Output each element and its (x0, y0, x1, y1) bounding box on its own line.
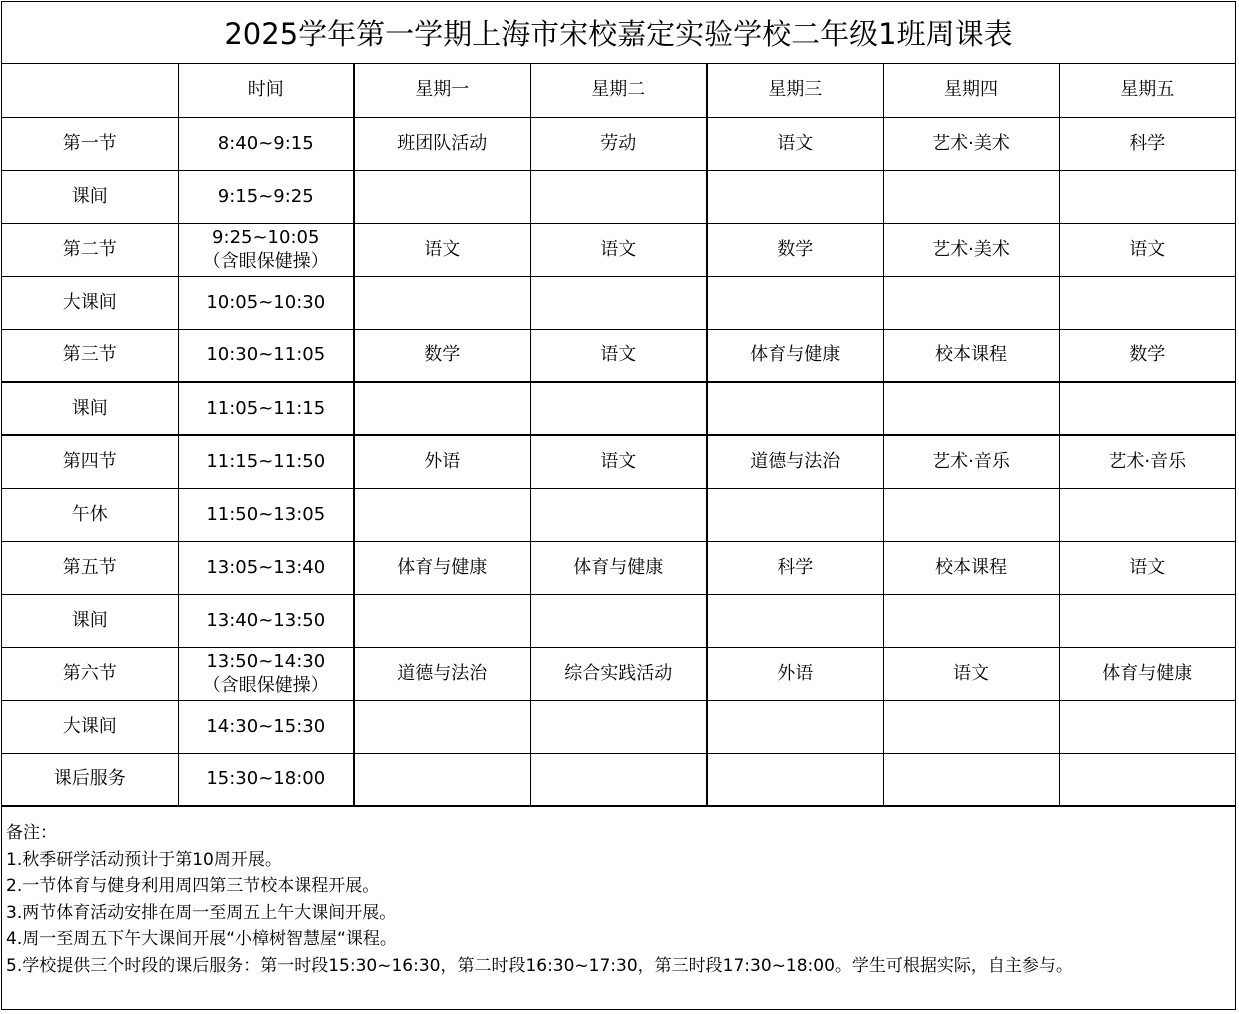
note-item: 2.一节体育与健身利用周四第三节校本课程开展。 (6, 876, 380, 896)
subject-cell (530, 753, 707, 806)
subject-cell (883, 594, 1059, 647)
subject-cell: 语文 (1059, 541, 1235, 594)
corner-cell (2, 64, 178, 117)
time-cell (178, 541, 354, 594)
subject-cell (354, 488, 530, 541)
subject-cell (883, 170, 1059, 223)
time-range: 11:15~11:50 (206, 450, 326, 472)
time-range: 10:30~11:05 (206, 344, 326, 366)
subject-cell (1059, 276, 1235, 329)
subject-cell: 语文 (1059, 223, 1235, 276)
subject-cell: 科学 (1059, 117, 1235, 170)
subject-cell (530, 276, 707, 329)
subject-cell (883, 700, 1059, 753)
subject-cell (530, 382, 707, 435)
period-cell: 第五节 (2, 541, 178, 594)
subject-cell: 外语 (707, 647, 883, 700)
header-time: 时间 (178, 64, 354, 117)
subject-cell (354, 170, 530, 223)
time-note: （含眼保健操） (202, 250, 329, 272)
subject-cell (707, 170, 883, 223)
subject-cell: 语文 (530, 223, 707, 276)
table-row (2, 541, 1235, 594)
subject-cell (1059, 753, 1235, 806)
period-cell: 第一节 (2, 117, 178, 170)
subject-cell (883, 276, 1059, 329)
note-item: 1.秋季研学活动预计于第10周开展。 (6, 849, 282, 870)
subject-cell (354, 276, 530, 329)
time-range: 10:05~10:30 (206, 291, 326, 313)
table-row (2, 435, 1235, 488)
table-row (2, 488, 1235, 541)
note-item: 3.两节体育活动安排在周一至周五上午大课间开展。 (6, 902, 397, 923)
note-item: 5.学校提供三个时段的课后服务：第一时段15:30~16:30，第二时段16:30~17:30，第三时段17:30~18:00。学生可根据实际，自主参与。 (6, 955, 1073, 976)
subject-cell (1059, 382, 1235, 435)
subject-cell: 艺术·美术 (883, 117, 1059, 170)
header-day-wed: 星期三 (707, 64, 883, 117)
subject-cell (354, 753, 530, 806)
table-row (2, 594, 1235, 647)
time-range: 11:50~13:05 (206, 503, 326, 525)
period-cell: 第六节 (2, 647, 178, 700)
subject-cell (530, 488, 707, 541)
subject-cell: 体育与健康 (354, 541, 530, 594)
subject-cell (354, 594, 530, 647)
subject-cell: 道德与法治 (354, 647, 530, 700)
subject-cell: 校本课程 (883, 329, 1059, 382)
subject-cell (1059, 170, 1235, 223)
table-row (2, 382, 1235, 435)
header-day-mon: 星期一 (354, 64, 530, 117)
subject-cell (883, 753, 1059, 806)
subject-cell (530, 700, 707, 753)
subject-cell: 艺术·音乐 (1059, 435, 1235, 488)
table-row (2, 223, 1235, 276)
period-cell: 第三节 (2, 329, 178, 382)
subject-cell (1059, 488, 1235, 541)
period-cell: 大课间 (2, 276, 178, 329)
subject-cell: 语文 (354, 223, 530, 276)
time-range: 13:05~13:40 (206, 556, 326, 578)
table-row (2, 753, 1235, 806)
time-cell (178, 223, 354, 276)
time-cell (178, 594, 354, 647)
subject-cell (707, 753, 883, 806)
notes-heading: 备注： (6, 823, 57, 843)
time-cell (178, 647, 354, 700)
subject-cell: 语文 (707, 117, 883, 170)
header-row (2, 64, 1235, 117)
subject-cell (530, 594, 707, 647)
subject-cell: 体育与健康 (530, 541, 707, 594)
table-row (2, 117, 1235, 170)
time-cell (178, 170, 354, 223)
time-cell (178, 488, 354, 541)
subject-cell (354, 700, 530, 753)
time-cell (178, 382, 354, 435)
subject-cell: 数学 (354, 329, 530, 382)
table-row (2, 276, 1235, 329)
time-range: 14:30~15:30 (206, 715, 326, 737)
subject-cell: 道德与法治 (707, 435, 883, 488)
time-cell (178, 753, 354, 806)
subject-cell: 语文 (883, 647, 1059, 700)
time-note: （含眼保健操） (202, 674, 329, 696)
subject-cell: 外语 (354, 435, 530, 488)
page-title: 2025学年第一学期上海市宋校嘉定实验学校二年级1班周课表 (2, 2, 1235, 64)
subject-cell: 语文 (530, 329, 707, 382)
header-day-tue: 星期二 (530, 64, 707, 117)
time-range: 13:50~14:30 (206, 650, 326, 672)
period-cell: 课后服务 (2, 753, 178, 806)
subject-cell (530, 170, 707, 223)
subject-cell: 数学 (1059, 329, 1235, 382)
subject-cell: 艺术·音乐 (883, 435, 1059, 488)
subject-cell (1059, 594, 1235, 647)
period-cell: 午休 (2, 488, 178, 541)
period-cell: 第四节 (2, 435, 178, 488)
subject-cell (707, 594, 883, 647)
subject-cell: 语文 (530, 435, 707, 488)
period-cell: 课间 (2, 170, 178, 223)
table-row (2, 329, 1235, 382)
subject-cell (354, 382, 530, 435)
period-cell: 课间 (2, 382, 178, 435)
subject-cell: 科学 (707, 541, 883, 594)
subject-cell (1059, 700, 1235, 753)
subject-cell (883, 382, 1059, 435)
period-cell: 第二节 (2, 223, 178, 276)
subject-cell (707, 382, 883, 435)
time-cell (178, 435, 354, 488)
time-range: 8:40~9:15 (217, 132, 314, 154)
time-range: 13:40~13:50 (206, 609, 326, 631)
subject-cell: 数学 (707, 223, 883, 276)
timetable (2, 64, 1235, 807)
subject-cell (707, 700, 883, 753)
time-cell (178, 276, 354, 329)
subject-cell: 体育与健康 (707, 329, 883, 382)
period-cell: 大课间 (2, 700, 178, 753)
table-row (2, 170, 1235, 223)
header-day-fri: 星期五 (1059, 64, 1235, 117)
subject-cell (707, 276, 883, 329)
table-row (2, 700, 1235, 753)
time-cell (178, 700, 354, 753)
subject-cell: 综合实践活动 (530, 647, 707, 700)
subject-cell (883, 488, 1059, 541)
note-item: 4.周一至周五下午大课间开展“小樟树智慧屋“课程。 (6, 929, 397, 949)
subject-cell: 体育与健康 (1059, 647, 1235, 700)
subject-cell: 艺术·美术 (883, 223, 1059, 276)
subject-cell: 劳动 (530, 117, 707, 170)
time-cell (178, 329, 354, 382)
table-row (2, 647, 1235, 700)
subject-cell: 校本课程 (883, 541, 1059, 594)
time-cell (178, 117, 354, 170)
header-day-thu: 星期四 (883, 64, 1059, 117)
time-range: 15:30~18:00 (206, 768, 326, 790)
subject-cell: 班团队活动 (354, 117, 530, 170)
period-cell: 课间 (2, 594, 178, 647)
schedule-sheet (1, 1, 1236, 1010)
time-range: 9:15~9:25 (217, 185, 314, 207)
time-range: 11:05~11:15 (206, 397, 326, 419)
time-range: 9:25~10:05 (212, 226, 320, 248)
notes-section (6, 820, 1231, 979)
subject-cell (707, 488, 883, 541)
